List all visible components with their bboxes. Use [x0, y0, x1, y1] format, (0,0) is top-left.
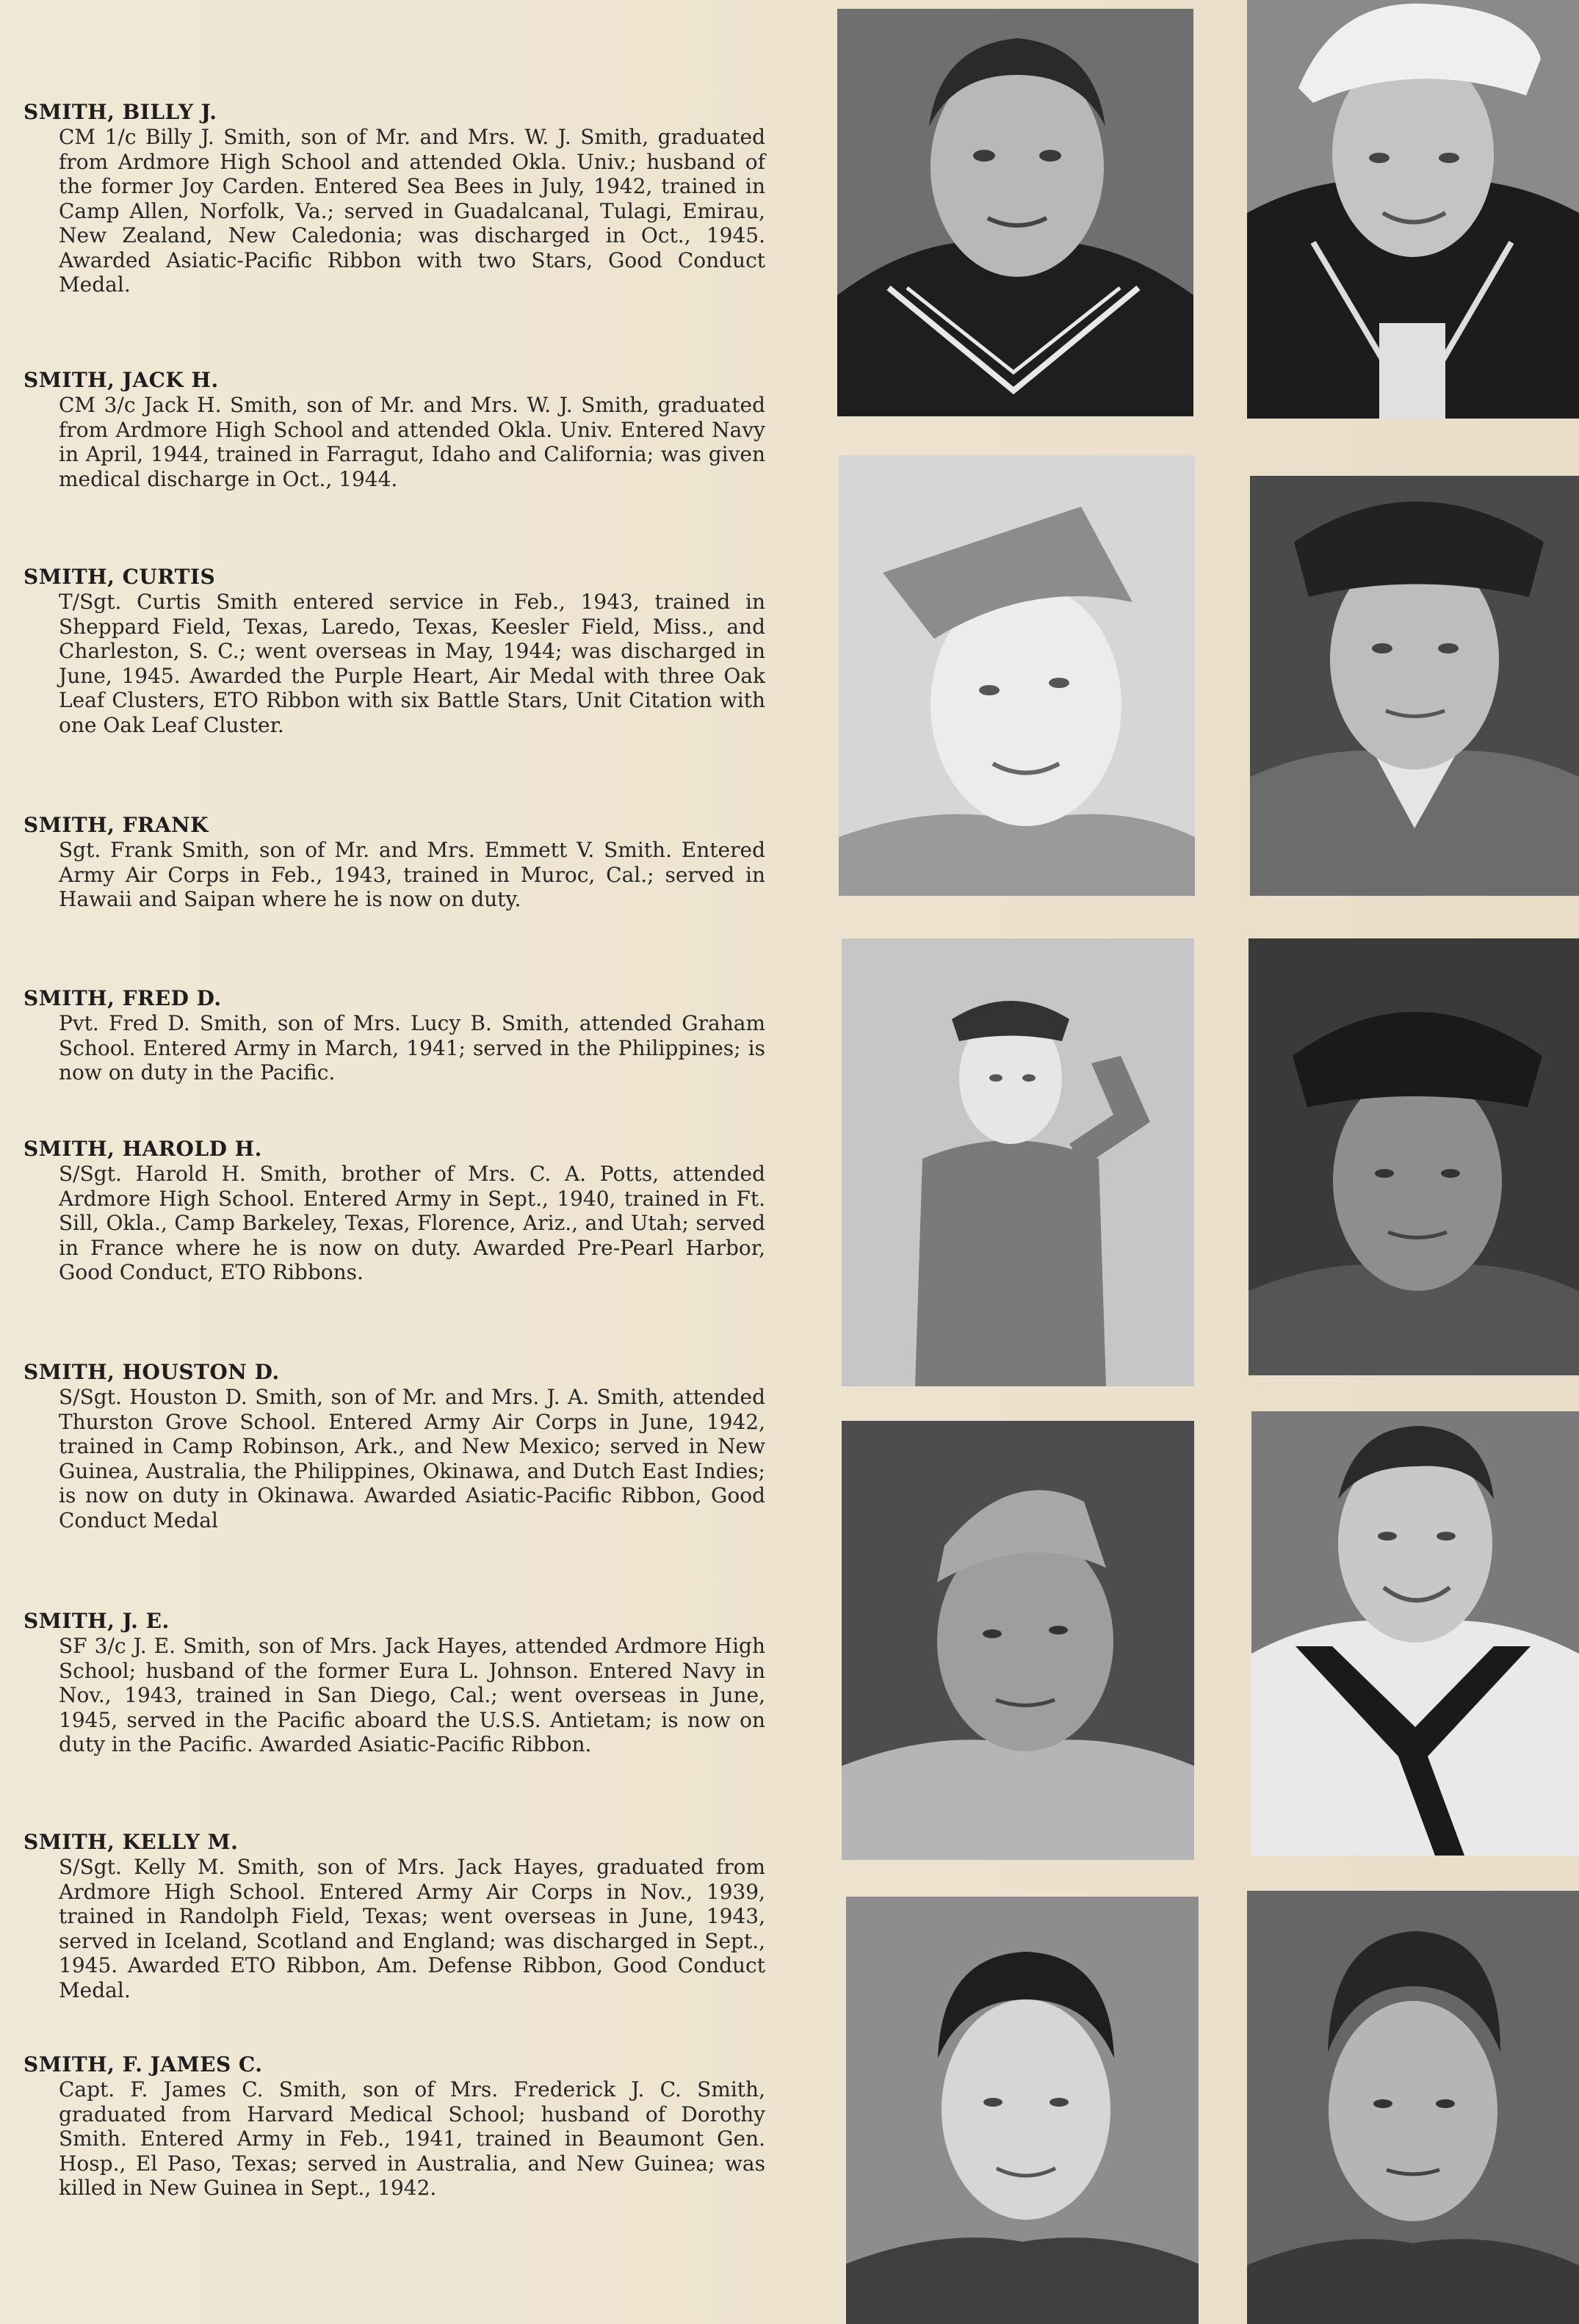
portrait-young-soldier-photo — [846, 1897, 1199, 2324]
entry-name: SMITH, CURTIS — [24, 565, 216, 589]
entry-name: SMITH, F. JAMES C. — [24, 2052, 263, 2077]
entry-harold-smith — [24, 1137, 765, 1285]
entry-body: SF 3/c J. E. Smith, son of Mrs. Jack Hayes, attended Ardmore High School; husband of the former Eura L. Johnson. Entered Navy in Nov., 1943, trained in San Diego, Cal.; went overseas in June, 1945, served in the Pacific aboard the U.S.S. Antietam; is now on duty in the Pacific. Awarded Asiatic-Pacific Ribbon. — [59, 1634, 765, 1756]
portrait-sailor-photo — [837, 9, 1193, 416]
entry-name: SMITH, J. E. — [24, 1609, 170, 1633]
portrait-saluting-soldier-photo — [842, 938, 1194, 1386]
entry-body: CM 3/c Jack H. Smith, son of Mr. and Mrs. W. J. Smith, graduated from Ardmore High School and attended Okla. Univ. Entered Navy in April, 1944, trained in Farragut, Idaho and California; was given medical discharge in Oct., 1944. — [59, 393, 765, 491]
entry-houston-smith — [24, 1360, 765, 1532]
entry-curtis-smith — [24, 565, 765, 737]
entry-name: SMITH, FRED D. — [24, 986, 222, 1010]
entry-body: CM 1/c Billy J. Smith, son of Mr. and Mrs. W. J. Smith, graduated from Ardmore High School and attended Okla. Univ.; husband of the former Joy Carden. Entered Sea Bees in July, 1942, trained in Camp Allen, Norfolk, Va.; served in Guadalcanal, Tulagi, Emirau, New Zealand, New Caledonia; was discharged in Oct., 1945. Awarded Asiatic-Pacific Ribbon with two Stars, Good Conduct Medal. — [59, 125, 765, 297]
entry-name: SMITH, JACK H. — [24, 368, 219, 392]
entry-name: SMITH, HAROLD H. — [24, 1137, 262, 1161]
entry-body: T/Sgt. Curtis Smith entered service in Feb., 1943, trained in Sheppard Field, Texas, Laredo, Texas, Keesler Field, Miss., and Charleston, S. C.; went overseas in May, 1944; was discharged in June, 1945. Awarded the Purple Heart, Air Medal with three Oak Leaf Clusters, ETO Ribbon with six Battle Stars, Unit Citation with one Oak Leaf Cluster. — [59, 590, 765, 737]
entry-jack-smith — [24, 368, 765, 491]
entry-je-smith — [24, 1609, 765, 1757]
entry-billy-smith — [24, 100, 765, 297]
portrait-service-cap-photo — [1250, 476, 1579, 896]
entry-fred-smith — [24, 986, 765, 1085]
entry-body: Capt. F. James C. Smith, son of Mrs. Frederick J. C. Smith, graduated from Harvard Medical School; husband of Dorothy Smith. Entered Army in Feb., 1941, trained in Beaumont Gen. Hosp., El Paso, Texas; served in Australia, and New Guinea; was killed in New Guinea in Sept., 1942. — [59, 2077, 765, 2200]
portrait-smiling-sailor-photo — [1251, 1411, 1579, 1856]
entry-body: Sgt. Frank Smith, son of Mr. and Mrs. Emmett V. Smith. Entered Army Air Corps in Feb., 1943, trained in Muroc, Cal.; served in Hawaii and Saipan where he is now on duty. — [59, 838, 765, 911]
entry-body: S/Sgt. Houston D. Smith, son of Mr. and Mrs. J. A. Smith, attended Thurston Grove School. Entered Army Air Corps in June, 1942, trained in Camp Robinson, Ark., and New Mexico; served in New Guinea, Australia, the Philippines, Okinawa, and Dutch East Indies; is now on duty in Okinawa. Awarded Asiatic-Pacific Ribbon, Good Conduct Medal — [59, 1385, 765, 1532]
portrait-dark-service-cap-photo — [1249, 938, 1579, 1375]
entry-body: Pvt. Fred D. Smith, son of Mrs. Lucy B. Smith, attended Graham School. Entered Army in March, 1941; served in the Philippines; is now on duty in the Pacific. — [59, 1011, 765, 1085]
portrait-soldier-cap-photo — [842, 1421, 1194, 1860]
entry-name: SMITH, HOUSTON D. — [24, 1360, 280, 1384]
entry-frank-smith — [24, 813, 765, 912]
entry-james-smith — [24, 2052, 765, 2201]
entry-kelly-smith — [24, 1830, 765, 2002]
entry-body: S/Sgt. Harold H. Smith, brother of Mrs. C. A. Potts, attended Ardmore High School. Entered Army in Sept., 1940, trained in Ft. Sill, Okla., Camp Barkeley, Texas, Florence, Ariz., and Utah; served in France where he is now on duty. Awarded Pre-Pearl Harbor, Good Conduct, ETO Ribbons. — [59, 1162, 765, 1284]
entry-name: SMITH, FRANK — [24, 813, 209, 837]
portrait-officer-photo — [1247, 1891, 1579, 2324]
entry-body: S/Sgt. Kelly M. Smith, son of Mrs. Jack Hayes, graduated from Ardmore High School. Entered Army Air Corps in Nov., 1939, trained in Randolph Field, Texas; went overseas in June, 1943, served in Iceland, Scotland and England; was discharged in Sept., 1945. Awarded ETO Ribbon, Am. Defense Ribbon, Good Conduct Medal. — [59, 1855, 765, 2002]
entry-name: SMITH, KELLY M. — [24, 1830, 239, 1854]
portrait-garrison-cap-photo — [839, 455, 1195, 896]
entry-name: SMITH, BILLY J. — [24, 100, 217, 124]
photo-grid — [830, 0, 1579, 2324]
portrait-sailor-cap-photo — [1247, 0, 1579, 419]
